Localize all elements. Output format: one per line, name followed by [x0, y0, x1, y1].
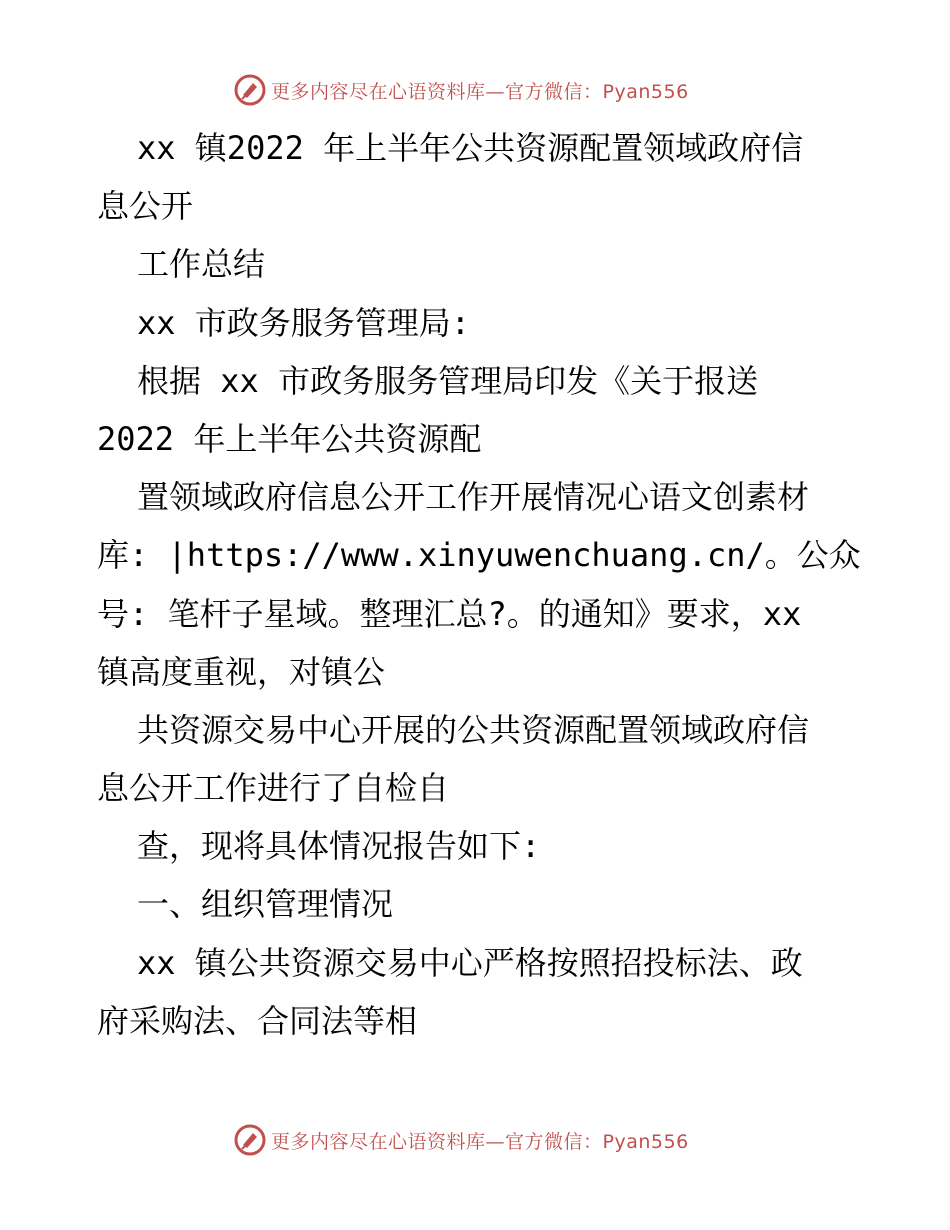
watermark-brand: 更多内容尽在心语资料库 [271, 1130, 486, 1153]
brand-logo-icon [233, 1123, 267, 1157]
paragraph-line: 镇高度重视，对镇公 [97, 652, 386, 691]
salutation-line: xx 市政务服务管理局: [137, 303, 471, 342]
footer-watermark [233, 1122, 689, 1158]
watermark-text [271, 1127, 689, 1154]
title-line: 工作总结 [137, 245, 266, 284]
paragraph-line: 查，现将具体情况报告如下: [137, 827, 541, 866]
paragraph-line: 息公开工作进行了自检自 [97, 769, 450, 808]
watermark-wechat-label: 官方微信： [505, 1130, 603, 1153]
watermark-text [271, 77, 689, 104]
paragraph-line: 府采购法、合同法等相 [97, 1001, 418, 1040]
paragraph-line: 库: |https://www.xinyuwenchuang.cn/。公众 [97, 536, 861, 575]
watermark-wechat-label: 官方微信： [505, 80, 603, 103]
title-line: 息公开 [97, 187, 194, 226]
header-watermark [233, 72, 689, 108]
watermark-wechat-id: Pyan556 [602, 1130, 689, 1153]
paragraph-line: 置领域政府信息公开工作开展情况心语文创素材 [137, 478, 810, 517]
paragraph-line: 2022 年上半年公共资源配 [97, 419, 482, 458]
paragraph-line: 号: 笔杆子星域。整理汇总?。的通知》要求，xx [97, 594, 802, 633]
watermark-brand: 更多内容尽在心语资料库 [271, 80, 486, 103]
section-heading: 一、组织管理情况 [137, 885, 394, 924]
paragraph-line: 共资源交易中心开展的公共资源配置领域政府信 [137, 710, 810, 749]
title-line: xx 镇2022 年上半年公共资源配置领域政府信 [137, 129, 804, 167]
document-body [97, 119, 861, 1050]
brand-logo-icon [233, 73, 267, 107]
paragraph-line: 根据 xx 市政务服务管理局印发《关于报送 [137, 361, 759, 400]
watermark-dash: — [485, 80, 506, 103]
paragraph-line: xx 镇公共资源交易中心严格按照招投标法、政 [137, 943, 803, 982]
watermark-dash: — [485, 1130, 506, 1153]
watermark-wechat-id: Pyan556 [602, 80, 689, 103]
